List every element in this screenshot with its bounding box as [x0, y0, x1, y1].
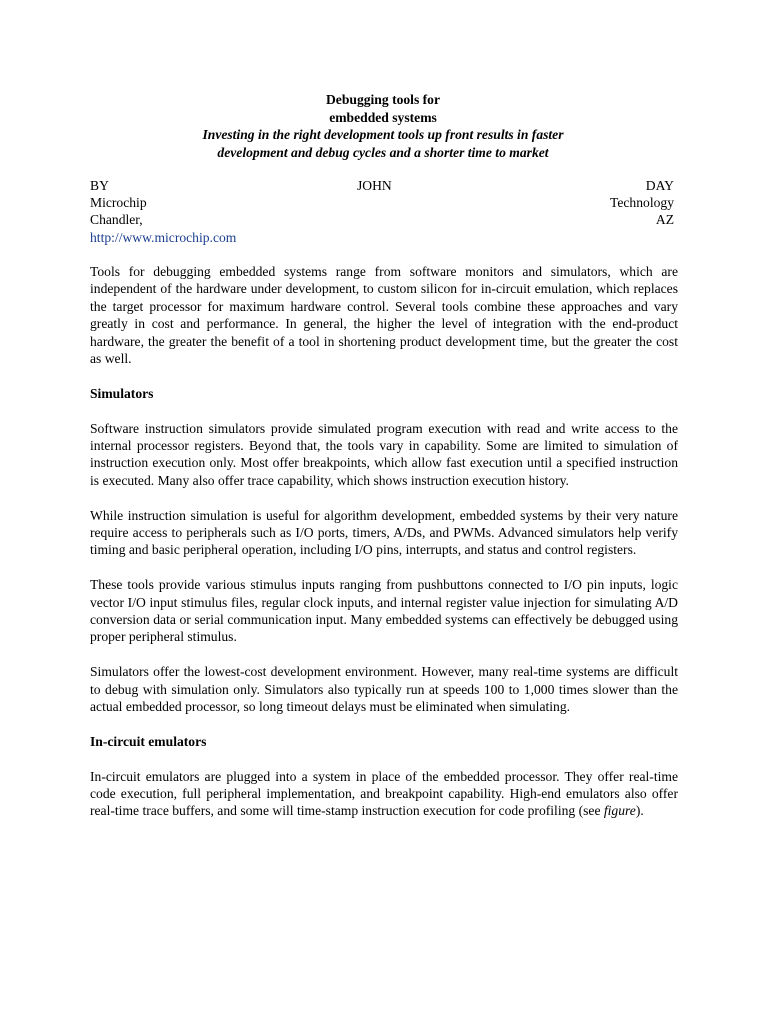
company-url-link[interactable]: http://www.microchip.com: [90, 229, 237, 245]
emulators-text-end: ).: [635, 803, 644, 819]
title-line-2: embedded systems: [329, 109, 437, 125]
title-block: [90, 91, 676, 161]
section-heading-emulators: In-circuit emulators: [90, 733, 207, 749]
subtitle-line-2: development and debug cycles and a shorter time to market: [217, 144, 549, 160]
simulators-paragraph-2: While instruction simulation is useful for algorithm development, embedded systems by their very nature require access to peripherals such as I/O ports, timers, A/Ds, and PWMs. Advanced simulators help verify timing and basic peripheral operation, including I/O pins, interrupts, and status and control registers.: [90, 507, 678, 558]
simulators-paragraph-1: Software instruction simulators provide simulated program execution with read and write access to the internal processor registers. Beyond that, the tools vary in capability. Some are limited to simulation of instruction execution only. Most offer breakpoints, which allow fast execution until a specified instruction is executed. Many also offer trace capability, which shows instruction execution history.: [90, 420, 678, 488]
company-name-part-2: Technology: [610, 195, 674, 211]
byline: [90, 177, 676, 246]
author-last-name: DAY: [645, 178, 674, 193]
location-city: Chandler,: [90, 212, 143, 228]
author-first-name: JOHN: [357, 178, 392, 193]
simulators-paragraph-4: Simulators offer the lowest-cost development environment. However, many real-time systems are difficult to debug with simulation only. Simulators also typically run at speeds 100 to 1,000 times slower than the actual embedded processor, so long timeout delays must be eliminated when simulating.: [90, 664, 678, 715]
location-state: AZ: [655, 212, 674, 228]
emulators-paragraph-1: [90, 768, 678, 820]
section-heading-simulators: Simulators: [90, 385, 154, 401]
figure-reference: figure: [603, 803, 636, 819]
byline-by: BY: [90, 178, 109, 193]
intro-paragraph: Tools for debugging embedded systems range from software monitors and simulators, which are independent of the hardware under development, to custom silicon for in-circuit emulation, which replaces the target processor for maximum hardware control. Several tools combine these approaches and vary greatly in cost and performance. In general, the higher the level of integration with the end-product hardware, the greater the benefit of a tool in shortening product development time, but the greater the cost as well.: [90, 264, 678, 367]
title-line-1: Debugging tools for: [325, 92, 441, 107]
emulators-text-start: In-circuit emulators are plugged into a system in place of the embedded processor. They offer real-time code execution, full peripheral implementation, and breakpoint capability. High-end emulators also offer real-time trace buffers, and some will time-stamp instruction execution for code profiling (see: [90, 768, 678, 819]
article-body: [90, 263, 678, 837]
company-name-part-1: Microchip: [90, 195, 147, 211]
subtitle-line-1: Investing in the right development tools up front results in faster: [202, 127, 564, 142]
simulators-paragraph-3: These tools provide various stimulus inputs ranging from pushbuttons connected to I/O pin inputs, logic vector I/O input stimulus files, regular clock inputs, and internal register value injection for simulating A/D conversion data or serial communication input. Many embedded systems can effectively be debugged using proper peripheral stimulus.: [90, 577, 678, 645]
